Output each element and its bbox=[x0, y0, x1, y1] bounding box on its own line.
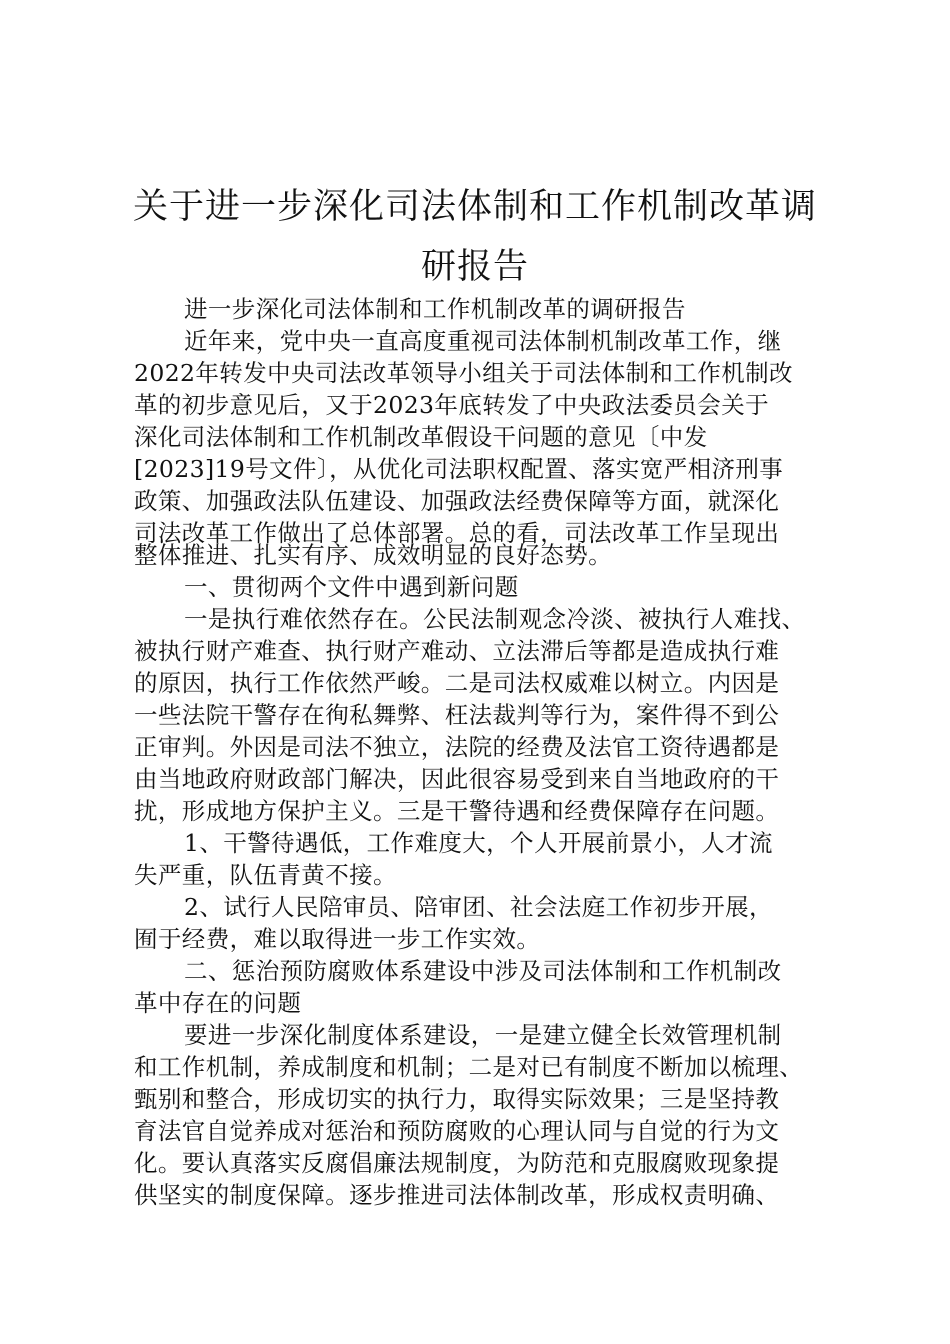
section-heading: 一、贯彻两个文件中遇到新问题 bbox=[184, 573, 519, 601]
section-heading-continuation: 革中存在的问题 bbox=[134, 989, 302, 1017]
body-line: 的原因，执行工作依然严峻。二是司法权威难以树立。内因是 bbox=[134, 669, 780, 697]
body-line: 一些法院干警存在徇私舞弊、枉法裁判等行为，案件得不到公 bbox=[134, 701, 780, 729]
section-heading: 二、惩治预防腐败体系建设中涉及司法体制和工作机制改 bbox=[184, 957, 782, 985]
body-line: [2023]19号文件〕，从优化司法职权配置、落实宽严相济刑事 bbox=[134, 455, 784, 483]
body-line: 政策、加强政法队伍建设、加强政法经费保障等方面，就深化 bbox=[134, 487, 780, 515]
body-line: 扰，形成地方保护主义。三是干警待遇和经费保障存在问题。 bbox=[134, 797, 780, 825]
body-line: 司法改革工作做出了总体部署。总的看，司法改革工作呈现出 bbox=[134, 519, 780, 547]
body-line: 革的初步意见后，又于2023年底转发了中央政法委员会关于 bbox=[134, 391, 770, 419]
body-line: 育法官自觉养成对惩治和预防腐败的心理认同与自觉的行为文 bbox=[134, 1117, 780, 1145]
subtitle-line: 进一步深化司法体制和工作机制改革的调研报告 bbox=[184, 295, 686, 323]
body-line: 供坚实的制度保障。逐步推进司法体制改革，形成权责明确、 bbox=[134, 1181, 780, 1209]
body-line: 整体推进、扎实有序、成效明显的良好态势。 bbox=[134, 541, 612, 569]
body-line: 由当地政府财政部门解决，因此很容易受到来自当地政府的干 bbox=[134, 765, 780, 793]
list-item-continuation: 囿于经费，难以取得进一步工作实效。 bbox=[134, 925, 541, 953]
body-line: 要进一步深化制度体系建设，一是建立健全长效管理机制 bbox=[184, 1021, 782, 1049]
document-title-line-2: 研报告 bbox=[420, 247, 529, 287]
document-title-line-1: 关于进一步深化司法体制和工作机制改革调 bbox=[132, 187, 817, 227]
body-line: 深化司法体制和工作机制改革假设干问题的意见〔中发 bbox=[134, 423, 708, 451]
body-line: 化。要认真落实反腐倡廉法规制度，为防范和克服腐败现象提 bbox=[134, 1149, 780, 1177]
list-item: 2、试行人民陪审员、陪审团、社会法庭工作初步开展， bbox=[184, 893, 773, 921]
body-line: 2022年转发中央司法改革领导小组关于司法体制和工作机制改 bbox=[134, 359, 793, 387]
body-line: 正审判。外因是司法不独立，法院的经费及法官工资待遇都是 bbox=[134, 733, 780, 761]
list-item-continuation: 失严重，队伍青黄不接。 bbox=[134, 861, 397, 889]
body-line: 甄别和整合，形成切实的执行力，取得实际效果；三是坚持教 bbox=[134, 1085, 780, 1113]
body-line: 近年来，党中央一直高度重视司法体制机制改革工作，继 bbox=[184, 327, 782, 355]
list-item: 1、干警待遇低，工作难度大，个人开展前景小，人才流 bbox=[184, 829, 773, 857]
body-line: 一是执行难依然存在。公民法制观念冷淡、被执行人难找、 bbox=[184, 605, 806, 633]
body-line: 被执行财产难查、执行财产难动、立法滞后等都是造成执行难 bbox=[134, 637, 780, 665]
body-line: 和工作机制，养成制度和机制；二是对已有制度不断加以梳理、 bbox=[134, 1053, 804, 1081]
